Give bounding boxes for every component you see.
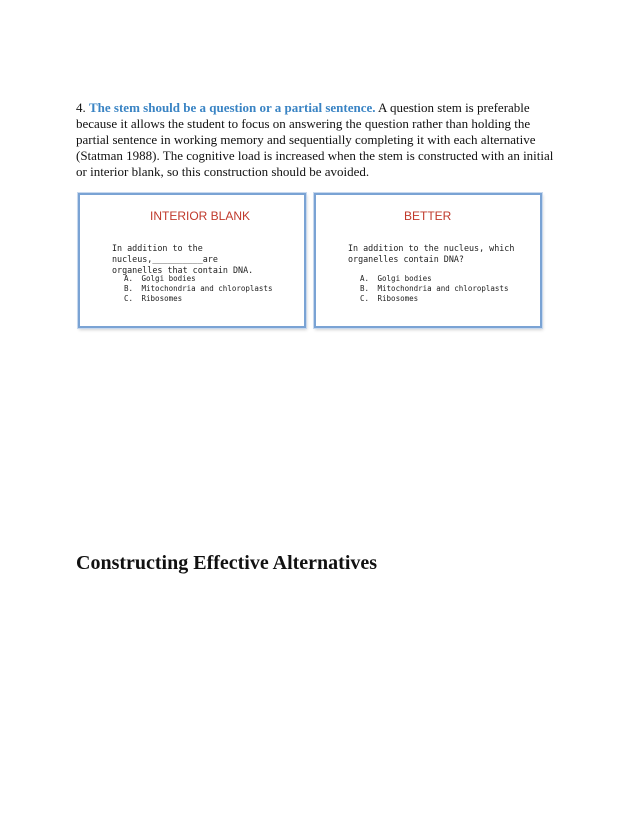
option-letter: A. — [360, 274, 370, 283]
item-number: 4. — [76, 100, 86, 115]
option-list — [124, 274, 298, 304]
option-text: Golgi bodies — [377, 274, 432, 283]
option-text: Golgi bodies — [141, 274, 196, 283]
list-item — [360, 274, 534, 284]
option-text: Mitochondria and chloroplasts — [141, 284, 273, 293]
panel-title: INTERIOR BLANK — [150, 209, 251, 223]
option-letter: A. — [124, 274, 134, 283]
option-letter: C. — [124, 294, 134, 303]
question-stem: In addition to the nucleus,__________are organelles that contain DNA. — [112, 243, 254, 275]
lead-sentence: The stem should be a question or a partial sentence. — [89, 100, 376, 115]
body-paragraph — [76, 100, 566, 180]
list-item — [124, 294, 298, 304]
list-item — [124, 274, 298, 284]
option-list — [360, 274, 534, 304]
option-letter: C. — [360, 294, 370, 303]
comparison-figure — [76, 193, 542, 330]
option-letter: B. — [360, 284, 370, 293]
option-letter: B. — [124, 284, 134, 293]
paragraph-body: A question stem is preferable because it allows the student to focus on answering the question rather than holding the partial sentence in working memory and sequentially completing it with each alternative (Statman 1988). The cognitive load is increased when the stem is constructed with an initial or interior blank, so this construction should be avoided. — [76, 100, 554, 179]
option-text: Ribosomes — [141, 294, 183, 303]
option-text: Mitochondria and chloroplasts — [377, 284, 509, 293]
better-panel — [314, 193, 542, 328]
list-item — [360, 284, 534, 294]
list-item — [360, 294, 534, 304]
list-item — [124, 284, 298, 294]
interior-blank-panel — [78, 193, 306, 328]
option-text: Ribosomes — [377, 294, 419, 303]
section-heading: Constructing Effective Alternatives — [76, 552, 378, 574]
question-stem: In addition to the nucleus, which organelles contain DNA? — [348, 243, 515, 264]
panel-title: BETTER — [404, 209, 452, 223]
